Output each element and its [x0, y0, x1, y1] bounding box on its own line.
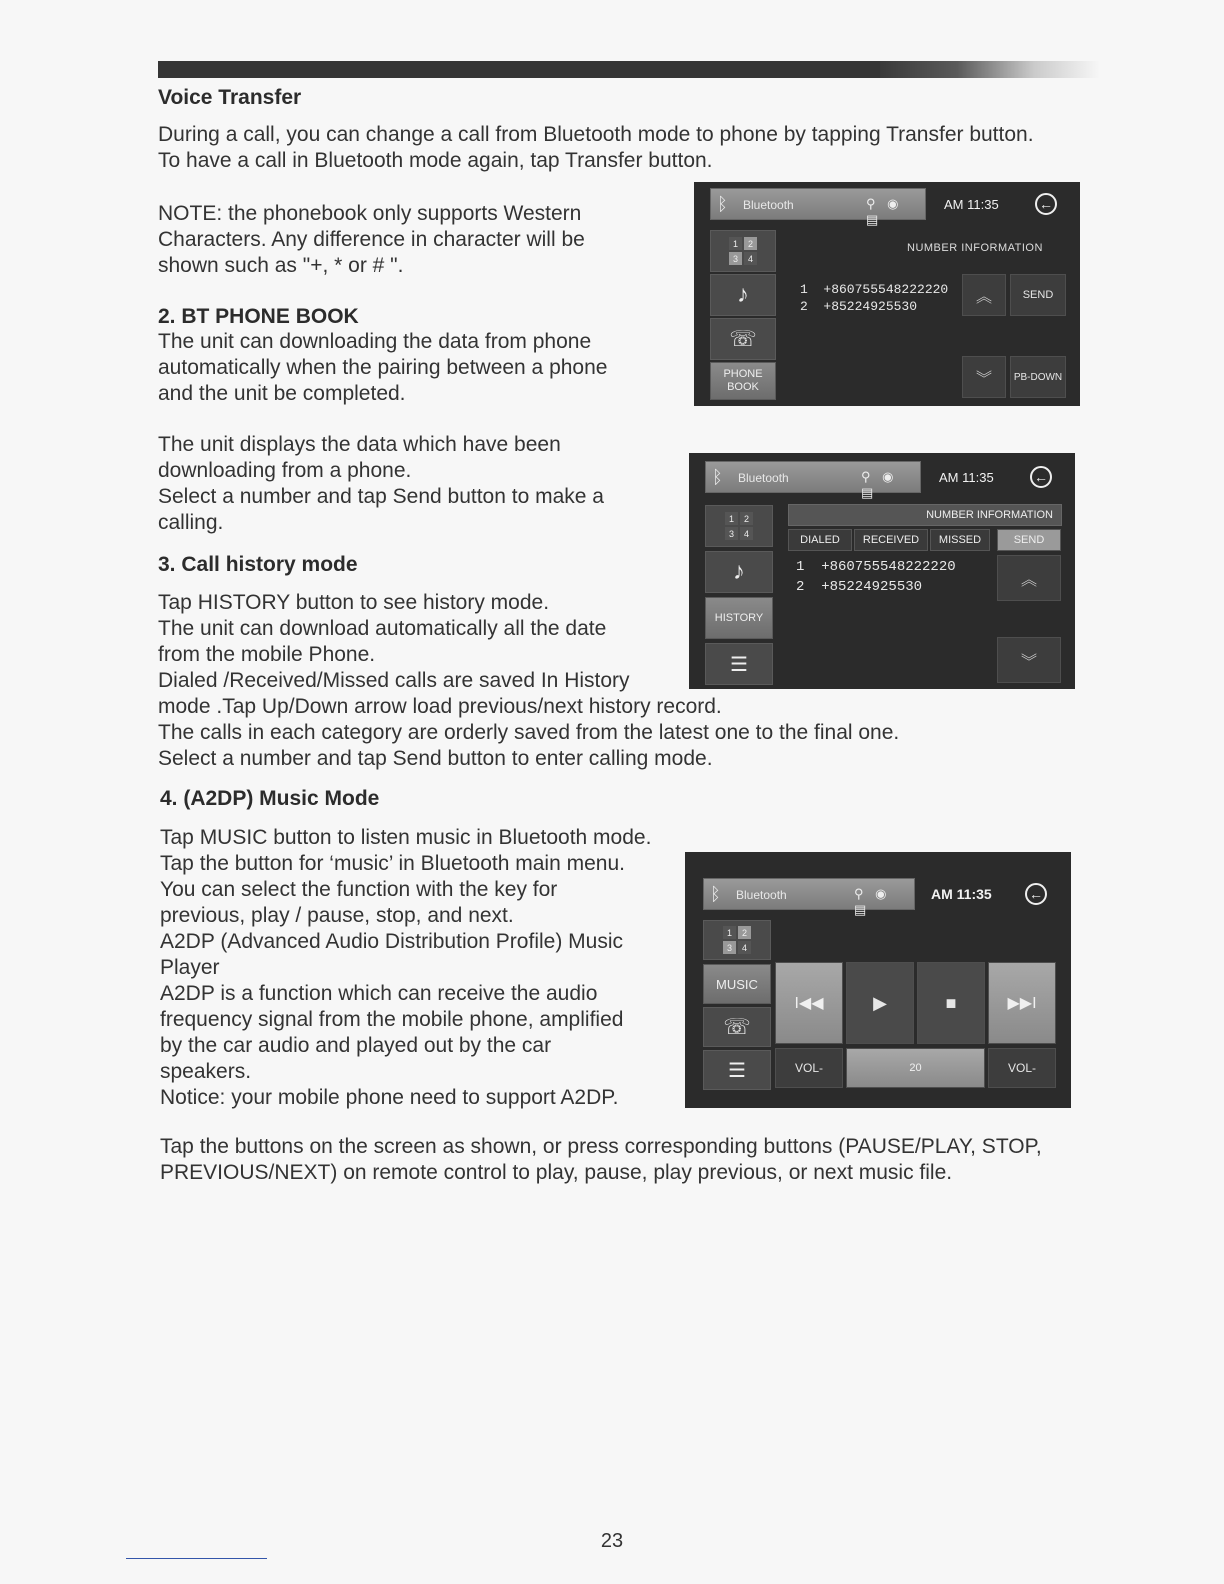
- bluetooth-label: Bluetooth: [743, 198, 794, 212]
- keypad-digit: 1: [723, 926, 736, 939]
- phone-cycle-icon: ☏: [723, 1014, 751, 1039]
- chevron-down-icon: ︾: [1020, 653, 1037, 671]
- phonebook-text: The unit can downloading the data from phone automatically when the pairing between a phone and the unit be completed.: [158, 330, 608, 405]
- keypad-icon: [725, 512, 753, 540]
- send-button[interactable]: SEND: [1010, 274, 1066, 316]
- phone-number-1[interactable]: 1 +860755548222220: [800, 282, 949, 297]
- menu-button[interactable]: [703, 1050, 771, 1090]
- tab-received[interactable]: RECEIVED: [854, 529, 928, 551]
- volume-up-button[interactable]: VOL-: [988, 1048, 1056, 1088]
- footer-rule: [126, 1558, 267, 1559]
- phone-number-1[interactable]: 1 +860755548222220: [796, 559, 956, 575]
- keypad-button[interactable]: [705, 505, 773, 547]
- phonebook-heading: 2. BT PHONE BOOK: [158, 305, 359, 328]
- keypad-icon: [723, 926, 751, 954]
- bluetooth-icon: ᛒ: [712, 467, 723, 487]
- scroll-up-button[interactable]: [962, 274, 1006, 316]
- keypad-digit: 3: [723, 941, 736, 954]
- list-icon: ☰: [730, 653, 748, 676]
- clock: AM 11:35: [931, 886, 992, 902]
- scroll-up-button[interactable]: [997, 555, 1061, 601]
- bluetooth-label: Bluetooth: [736, 888, 787, 902]
- bluetooth-status-bar[interactable]: [705, 461, 921, 500]
- scroll-down-button[interactable]: [962, 356, 1006, 398]
- scroll-down-button[interactable]: [997, 637, 1061, 683]
- phone-number-2[interactable]: 2 +85224925530: [796, 579, 923, 595]
- keypad-digit: 3: [725, 527, 738, 540]
- history-screen: [689, 453, 1075, 689]
- menu-button[interactable]: [705, 643, 773, 685]
- call-log-button[interactable]: [703, 1007, 771, 1047]
- keypad-digit: 4: [740, 527, 753, 540]
- back-icon[interactable]: ←: [1030, 466, 1052, 488]
- keypad-digit: 2: [744, 237, 757, 250]
- clock: AM 11:35: [939, 470, 994, 485]
- pb-down-button[interactable]: PB-DOWN: [1010, 356, 1066, 398]
- back-icon[interactable]: ←: [1025, 883, 1047, 905]
- volume-level: 20: [846, 1048, 985, 1088]
- bluetooth-status-bar[interactable]: [710, 188, 926, 227]
- keypad-digit: 1: [725, 512, 738, 525]
- bluetooth-icon: ᛒ: [710, 884, 721, 904]
- voice-transfer-text: During a call, you can change a call from Bluetooth mode to phone by tapping Transfer button. To have a call in Bluetooth mode again, tap Transfer button.: [158, 123, 1034, 172]
- bluetooth-icon: ᛒ: [717, 194, 728, 214]
- music-note-button[interactable]: [705, 551, 773, 593]
- play-button[interactable]: ▶: [846, 962, 914, 1044]
- bluetooth-status-bar[interactable]: [703, 878, 915, 917]
- stop-button[interactable]: ■: [917, 962, 985, 1044]
- status-icons: ⚲ ◉ ▤: [854, 886, 891, 917]
- status-icons: ⚲ ◉ ▤: [866, 196, 903, 227]
- number-info-bar: [788, 504, 1062, 526]
- list-icon: ☰: [728, 1059, 746, 1082]
- note-text: NOTE: the phonebook only supports Western Characters. Any difference in character will be shown such as "+, * or # ".: [158, 202, 585, 277]
- clock: AM 11:35: [944, 197, 999, 212]
- header-bar: [158, 61, 888, 78]
- tab-missed[interactable]: MISSED: [930, 529, 990, 551]
- music-screen: [685, 852, 1071, 1108]
- phonebook-button[interactable]: PHONE BOOK: [710, 362, 776, 400]
- music-heading: 4. (A2DP) Music Mode: [160, 787, 380, 810]
- back-icon[interactable]: ←: [1035, 193, 1057, 215]
- keypad-digit: 3: [729, 252, 742, 265]
- number-info-header: NUMBER INFORMATION: [907, 242, 1043, 254]
- previous-button[interactable]: I◀◀: [775, 962, 843, 1044]
- music-button[interactable]: MUSIC: [703, 964, 771, 1004]
- keypad-digit: 2: [740, 512, 753, 525]
- music-note-icon: ♪: [737, 281, 749, 308]
- phonebook-screen: [694, 182, 1080, 406]
- chevron-up-icon: ︽: [1020, 571, 1037, 589]
- next-button[interactable]: ▶▶I: [988, 962, 1056, 1044]
- history-button[interactable]: HISTORY: [705, 597, 773, 639]
- keypad-digit: 1: [729, 237, 742, 250]
- history-heading: 3. Call history mode: [158, 553, 358, 576]
- header-bar-fade: [880, 61, 1100, 78]
- keypad-digit: 4: [738, 941, 751, 954]
- page-number: 23: [600, 1530, 624, 1552]
- call-log-button[interactable]: [710, 318, 776, 360]
- music-note-icon: ♪: [733, 558, 745, 585]
- tab-dialed[interactable]: DIALED: [788, 529, 852, 551]
- music-text: Tap MUSIC button to listen music in Bluetooth mode. Tap the button for ‘music’ in Bluetooth main menu. You can select the function with the key for previous, play / pause, stop, and next. A2DP (Advanced Audio Distribution Profile) Music Player A2DP is a function which can receive the audio frequency signal from the mobile phone, amplified by the car audio and played out by the car speakers. Notice: your mobile phone need to support A2DP.: [160, 826, 652, 1109]
- keypad-button[interactable]: [703, 920, 771, 960]
- chevron-up-icon: ︽: [975, 288, 992, 306]
- phone-cycle-icon: ☏: [729, 326, 757, 351]
- status-icons: ⚲ ◉ ▤: [861, 469, 898, 500]
- history-text: Tap HISTORY button to see history mode. The unit can download automatically all the date from the mobile Phone. Dialed /Received/Missed calls are saved In History mode .Tap Up/Down arrow load previous/next history record. The calls in each category are orderly saved from the latest one to the final one. Select a number and tap Send button to enter calling mode.: [158, 591, 900, 770]
- voice-transfer-heading: Voice Transfer: [158, 86, 302, 109]
- music-note-button[interactable]: [710, 274, 776, 316]
- number-info-header: NUMBER INFORMATION: [926, 509, 1053, 521]
- phone-number-2[interactable]: 2 +85224925530: [800, 299, 918, 314]
- bluetooth-label: Bluetooth: [738, 471, 789, 485]
- keypad-digit: 2: [738, 926, 751, 939]
- chevron-down-icon: ︾: [975, 370, 992, 388]
- volume-down-button[interactable]: VOL-: [775, 1048, 843, 1088]
- keypad-icon: [729, 237, 757, 265]
- keypad-button[interactable]: [710, 230, 776, 272]
- phonebook-display-text: The unit displays the data which have been downloading from a phone. Select a number and tap Send button to make a calling.: [158, 433, 604, 534]
- send-button[interactable]: SEND: [997, 529, 1061, 551]
- keypad-digit: 4: [744, 252, 757, 265]
- music-footer-text: Tap the buttons on the screen as shown, or press corresponding buttons (PAUSE/PLAY, STOP, PREVIOUS/NEXT) on remote control to play, pause, play previous, or next music file.: [160, 1135, 1042, 1184]
